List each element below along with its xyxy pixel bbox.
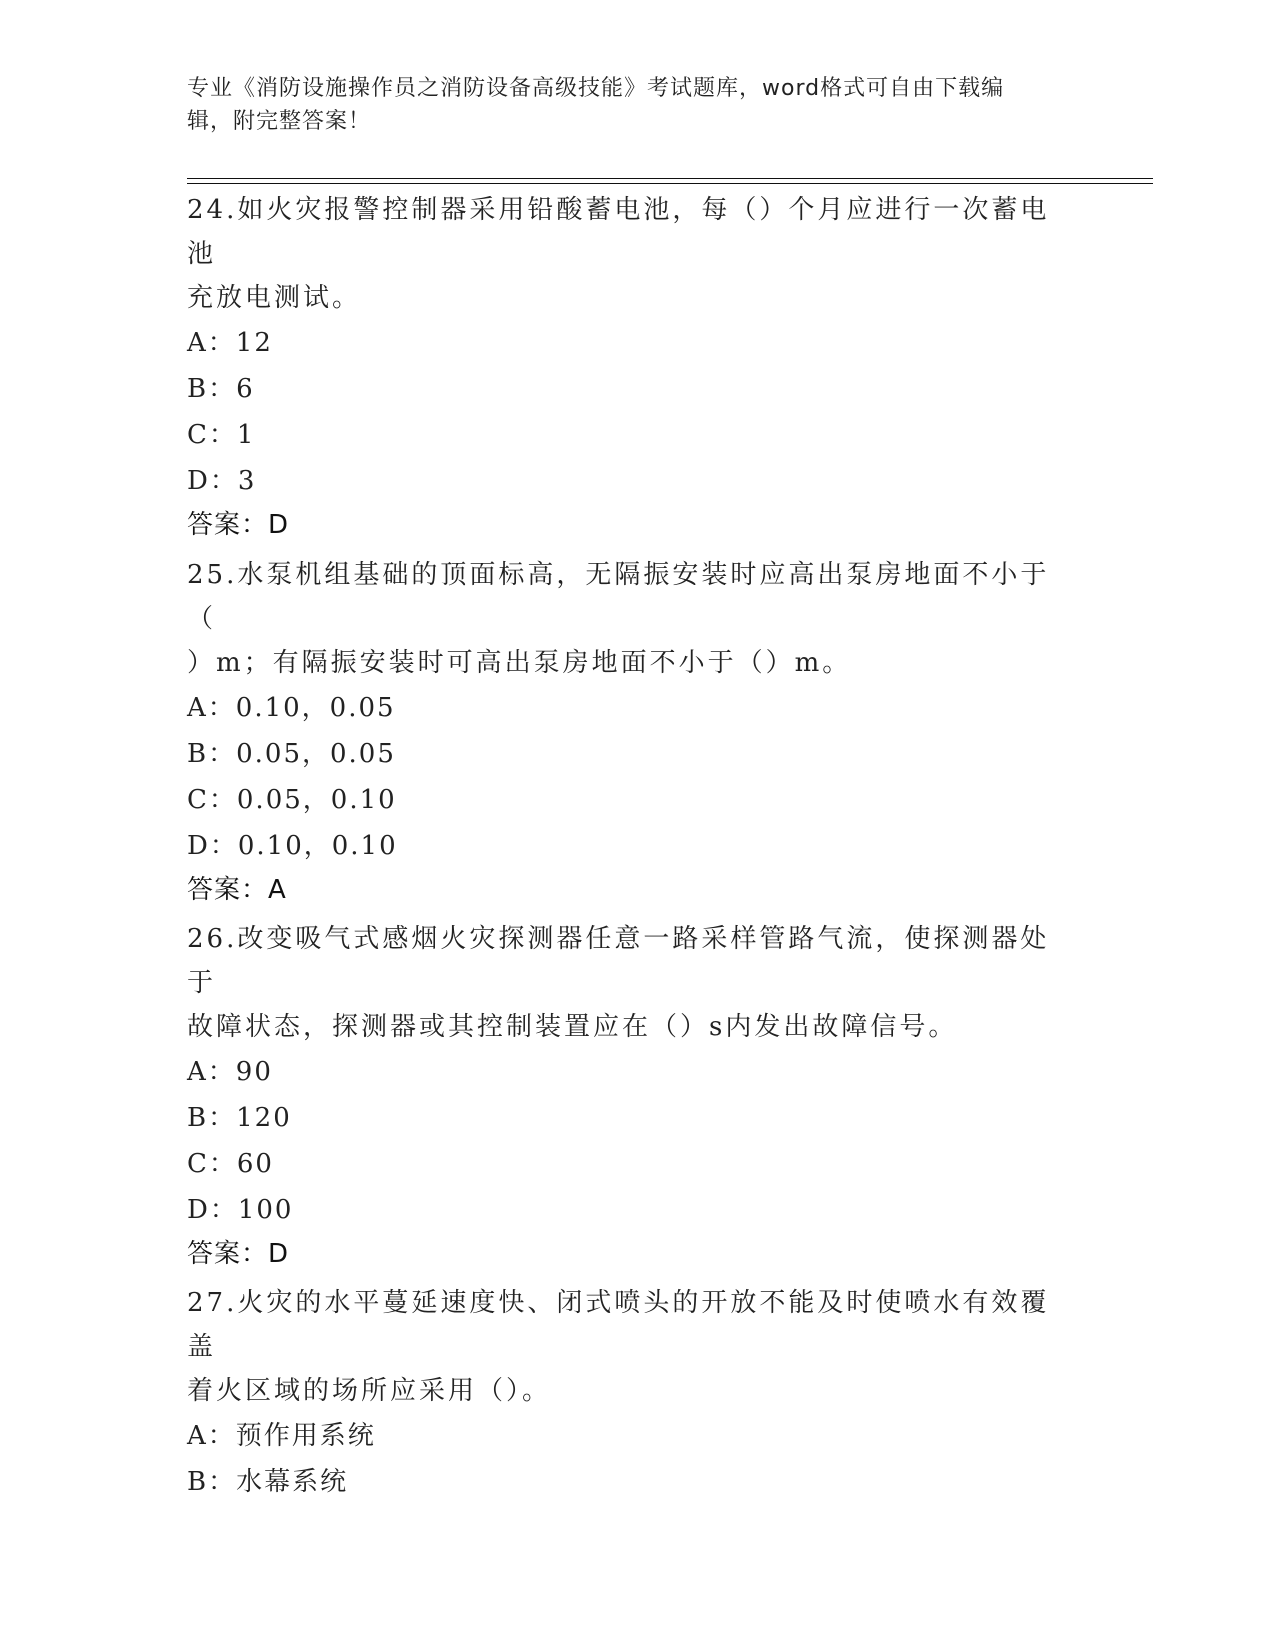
answer: 答案：A	[187, 875, 287, 905]
document-header	[187, 72, 1067, 138]
question-stem-line: 27.火灾的水平蔓延速度快、闭式喷头的开放不能及时使喷水有效覆盖	[187, 1288, 1050, 1362]
header-divider-bottom	[187, 183, 1153, 184]
option-b: B：0.05，0.05	[187, 739, 396, 769]
option-c: C：1	[187, 420, 256, 450]
question-stem-line: 25.水泵机组基础的顶面标高，无隔振安装时应高出泵房地面不小于（	[187, 560, 1050, 634]
option-d: D：0.10，0.10	[187, 831, 398, 861]
option-b: B：120	[187, 1103, 292, 1133]
question-27	[187, 1281, 1067, 1505]
header-line-1: 专业《消防设施操作员之消防设备高级技能》考试题库，word格式可自由下载编	[187, 76, 1005, 101]
question-stem-line: 着火区域的场所应采用（）。	[187, 1376, 552, 1406]
question-stem-line: 26.改变吸气式感烟火灾探测器任意一路采样管路气流，使探测器处于	[187, 924, 1050, 998]
question-stem-line: 24.如火灾报警控制器采用铅酸蓄电池，每（）个月应进行一次蓄电池	[187, 195, 1050, 269]
option-a: A：12	[187, 328, 273, 358]
question-24	[187, 188, 1067, 546]
option-a: A：0.10，0.05	[187, 693, 396, 723]
question-stem-line: ）m；有隔振安装时可高出泵房地面不小于（）m。	[187, 648, 852, 678]
answer: 答案：D	[187, 510, 290, 540]
option-a: A：预作用系统	[187, 1421, 376, 1451]
option-a: A：90	[187, 1057, 273, 1087]
header-divider-top	[187, 178, 1153, 179]
option-c: C：60	[187, 1149, 274, 1179]
question-stem-line: 充放电测试。	[187, 283, 362, 313]
question-stem-line: 故障状态，探测器或其控制装置应在（）s内发出故障信号。	[187, 1012, 958, 1042]
option-d: D：100	[187, 1195, 294, 1225]
question-25	[187, 553, 1067, 911]
option-b: B：6	[187, 374, 255, 404]
question-26	[187, 917, 1067, 1275]
option-c: C：0.05，0.10	[187, 785, 397, 815]
option-b: B：水幕系统	[187, 1467, 349, 1497]
answer: 答案：D	[187, 1239, 290, 1269]
header-line-2: 辑，附完整答案！	[187, 109, 372, 134]
option-d: D：3	[187, 466, 257, 496]
